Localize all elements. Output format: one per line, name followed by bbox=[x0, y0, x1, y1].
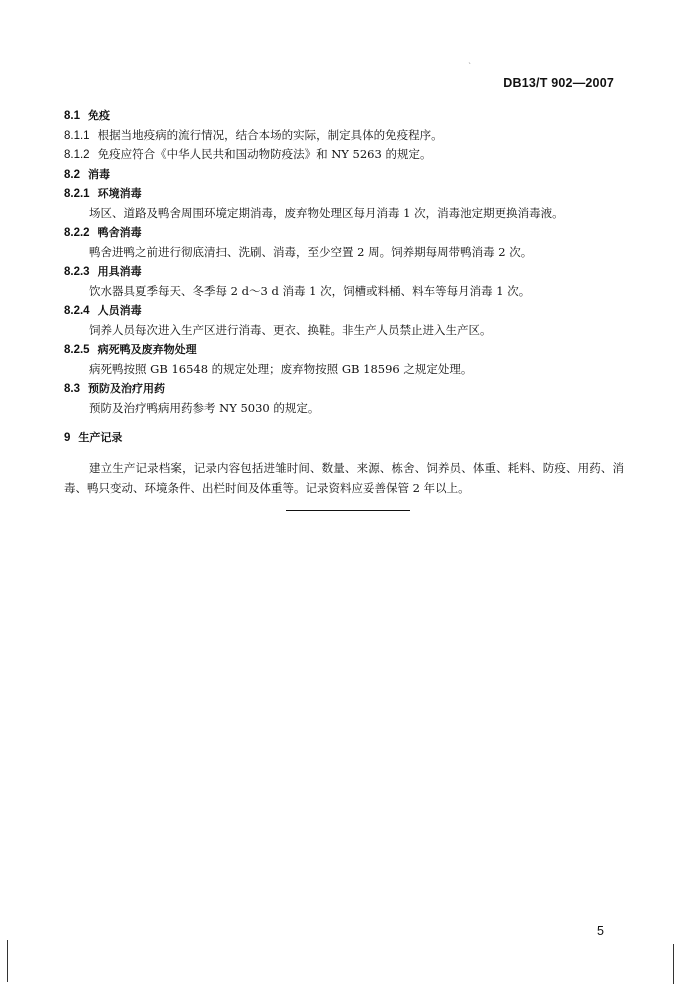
clause-8-3-body: 预防及治疗鸭病用药参考 NY 5030 的规定。 bbox=[89, 400, 320, 415]
page-number: 5 bbox=[597, 924, 604, 938]
section-8-1-heading: 8.1 免疫 bbox=[64, 109, 110, 122]
clause-8-2-3-body: 饮水器具夏季每天、冬季每 2 d～3 d 消毒 1 次，饲槽或料桶、料车等每月消毒 1 次。 bbox=[89, 283, 531, 298]
section-8-2-2-heading: 8.2.2 鸭舍消毒 bbox=[64, 226, 142, 239]
section-8-2-heading: 8.2 消毒 bbox=[64, 167, 110, 181]
section-8-2-1-heading: 8.2.1 环境消毒 bbox=[64, 187, 142, 200]
section-8-3-heading: 8.3 预防及治疗用药 bbox=[64, 382, 165, 395]
scan-edge-left bbox=[7, 940, 8, 982]
clause-8-1-2: 8.1.2 免疫应符合《中华人民共和国动物防疫法》和 NY 5263 的规定。 bbox=[64, 147, 432, 161]
section-9-heading: 9 生产记录 bbox=[64, 431, 123, 444]
clause-8-2-4-body: 饲养人员每次进入生产区进行消毒、更衣、换鞋。非生产人员禁止进入生产区。 bbox=[89, 322, 492, 337]
section-8-2-4-heading: 8.2.4 人员消毒 bbox=[64, 304, 142, 317]
scan-edge-right bbox=[673, 944, 674, 984]
document-body bbox=[64, 106, 624, 498]
clause-8-2-2-body: 鸭舍进鸭之前进行彻底清扫、洗刷、消毒，至少空置 2 周。饲养期每周带鸭消毒 2 次。 bbox=[89, 244, 533, 259]
document-code: DB13/T 902—2007 bbox=[503, 76, 614, 90]
section-8-2-3-heading: 8.2.3 用具消毒 bbox=[64, 265, 142, 278]
clause-8-2-5-body: 病死鸭按照 GB 16548 的规定处理；废弃物按照 GB 18596 之规定处理。 bbox=[89, 361, 473, 376]
scan-speck: ` bbox=[468, 62, 472, 71]
end-rule bbox=[286, 510, 410, 511]
clause-8-1-1: 8.1.1 根据当地疫病的流行情况，结合本场的实际，制定具体的免疫程序。 bbox=[64, 127, 443, 142]
clause-8-2-1-body: 场区、道路及鸭舍周围环境定期消毒，废弃物处理区每月消毒 1 次，消毒池定期更换消毒液。 bbox=[89, 205, 564, 220]
section-8-2-5-heading: 8.2.5 病死鸭及废弃物处理 bbox=[64, 343, 197, 356]
section-9-paragraph: 建立生产记录档案，记录内容包括进雏时间、数量、来源、栋舍、饲养员、体重、耗料、防疫、用药、消毒、鸭只变动、环境条件、出栏时间及体重等。记录资料应妥善保管 2 年以上。 bbox=[64, 460, 624, 495]
